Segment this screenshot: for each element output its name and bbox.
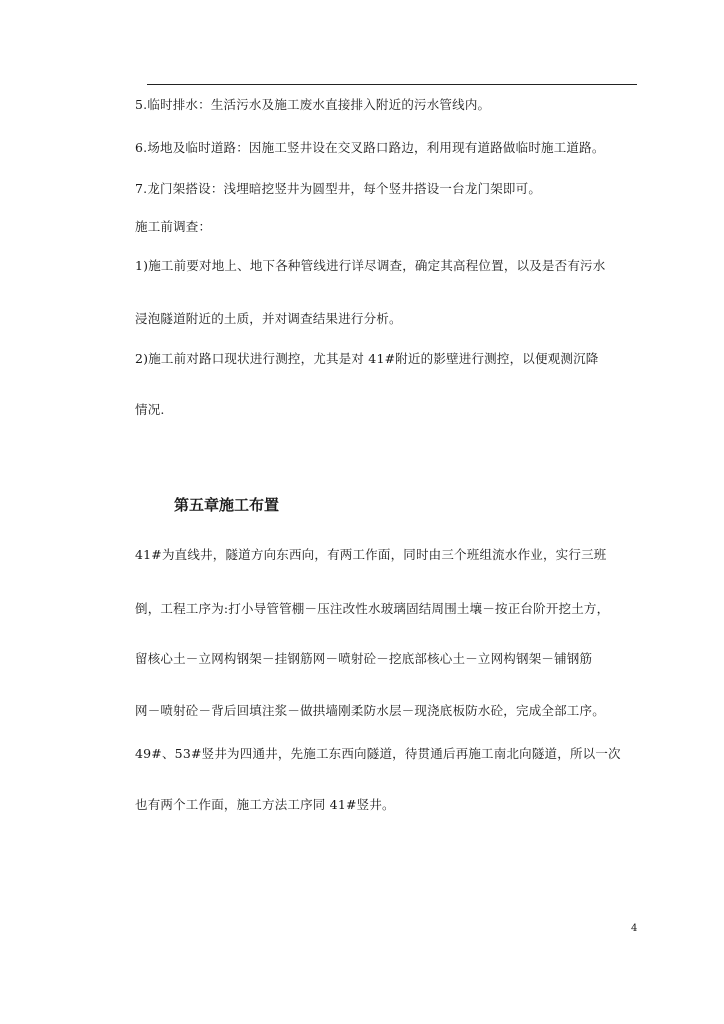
paragraph-survey-item-1-cont: 浸泡隧道附近的土质，并对调查结果进行分析。 (135, 311, 402, 326)
paragraph-site-and-roads: 6.场地及临时道路：因施工竖井设在交叉路口路边，利用现有道路做临时施工道路。 (135, 140, 605, 155)
chapter-paragraph-line: 网－喷射砼－背后回填注浆－做拱墙刚柔防水层－现浇底板防水砼，完成全部工序。 (135, 703, 605, 718)
chapter-paragraph-line: 49#、53#竖井为四通井，先施工东西向隧道，待贯通后再施工南北向隧道，所以一次 (135, 746, 621, 761)
paragraph-survey-item-2: 2)施工前对路口现状进行测控，尤其是对 41#附近的影壁进行测控，以便观测沉降 (135, 351, 599, 366)
chapter-paragraph-line: 倒，工程工序为:打小导管管棚－压注改性水玻璃固结周围土壤－按正台阶开挖土方， (135, 601, 610, 616)
page-number: 4 (631, 923, 638, 934)
paragraph-gantry-setup: 7.龙门架搭设：浅埋暗挖竖井为圆型井，每个竖井搭设一台龙门架即可。 (135, 181, 542, 196)
chapter-paragraph-line: 留核心土－立网构钢架－挂钢筋网－喷射砼－挖底部核心土－立网构钢架－铺钢筋 (135, 651, 593, 666)
paragraph-survey-item-1: 1)施工前要对地上、地下各种管线进行详尽调查，确定其高程位置，以及是否有污水 (135, 258, 606, 273)
paragraph-temporary-drainage: 5.临时排水：生活污水及施工废水直接排入附近的污水管线内。 (135, 97, 491, 112)
chapter-paragraph-line: 也有两个工作面，施工方法工序同 41#竖井。 (135, 797, 395, 812)
paragraph-survey-heading: 施工前调查： (135, 219, 212, 234)
paragraph-survey-item-2-cont: 情况. (135, 402, 165, 417)
chapter-title: 第五章施工布置 (174, 496, 280, 514)
chapter-paragraph-line: 41#为直线井，隧道方向东西向，有两工作面，同时由三个班组流水作业，实行三班 (135, 547, 607, 562)
header-rule (147, 84, 637, 85)
